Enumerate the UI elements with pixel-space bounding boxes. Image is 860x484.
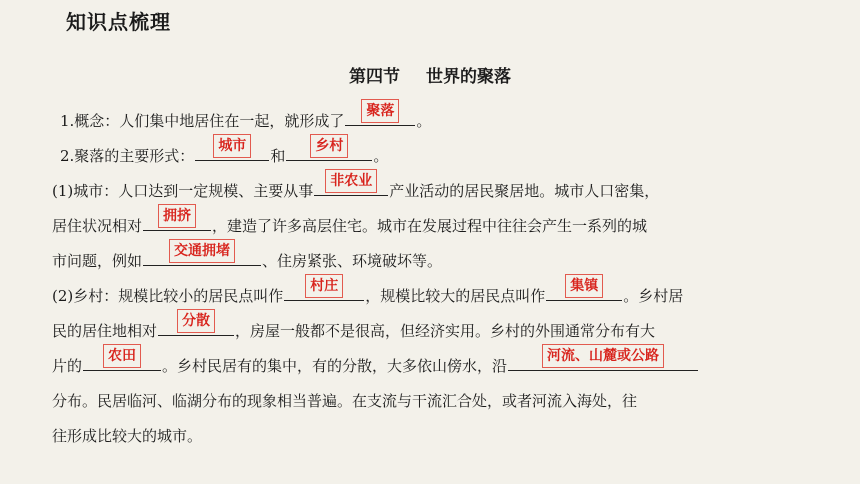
text: (2)乡村：规模比较小的居民点叫作 — [52, 287, 284, 305]
text: 。 — [373, 147, 389, 165]
text: 产业活动的居民聚居地。城市人口密集， — [389, 182, 660, 200]
answer-blank — [314, 174, 388, 196]
village-line-3 — [52, 349, 812, 384]
answer-blank — [143, 209, 211, 231]
text: ，规模比较大的居民点叫作 — [365, 287, 546, 305]
answer-blank — [158, 314, 234, 336]
text: ，建造了许多高层住宅。城市在发展过程中往往会产生一系列的城 — [212, 217, 648, 235]
answer-town: 集镇 — [565, 274, 603, 298]
answer-blank — [143, 244, 261, 266]
answer-blank — [546, 279, 622, 301]
answer-village-hamlet: 村庄 — [305, 274, 343, 298]
section-name: 世界的聚落 — [426, 67, 511, 87]
answer-blank — [83, 349, 161, 371]
text: 、住房紧张、环境破坏等。 — [262, 252, 443, 270]
answer-crowded: 拥挤 — [158, 204, 196, 228]
city-line-2 — [52, 209, 812, 244]
answer-non-agricultural: 非农业 — [325, 169, 377, 193]
text: 1.概念：人们集中地居住在一起，就形成了 — [60, 112, 345, 130]
text: ，房屋一般都不是很高，但经济实用。乡村的外围通常分布有大 — [235, 322, 656, 340]
answer-settlement: 聚落 — [361, 99, 399, 123]
forms-line — [52, 139, 812, 174]
answer-blank — [345, 104, 415, 126]
answer-farmland: 农田 — [103, 344, 141, 368]
text: 居住状况相对 — [52, 217, 143, 235]
page-header: 知识点梳理 — [66, 10, 171, 34]
answer-blank — [508, 349, 698, 371]
answer-scattered: 分散 — [177, 309, 215, 333]
answer-rivers-foothills-roads: 河流、山麓或公路 — [542, 344, 664, 368]
text: 。乡村民居有的集中，有的分散，大多依山傍水，沿 — [162, 357, 508, 375]
village-line-1 — [52, 279, 812, 314]
answer-village: 乡村 — [310, 134, 348, 158]
text: 和 — [270, 147, 286, 165]
concept-line — [52, 104, 812, 139]
section-title — [0, 62, 860, 87]
text: 。 — [416, 112, 432, 130]
answer-city: 城市 — [213, 134, 251, 158]
answer-blank — [195, 139, 269, 161]
answer-blank — [284, 279, 364, 301]
text: 市问题，例如 — [52, 252, 143, 270]
answer-blank — [286, 139, 372, 161]
text: 2.聚落的主要形式： — [60, 147, 195, 165]
text: 片的 — [52, 357, 83, 375]
city-line-3 — [52, 244, 812, 279]
text: 。乡村居 — [623, 287, 684, 305]
village-line-4: 分布。民居临河、临湖分布的现象相当普遍。在支流与干流汇合处，或者河流入海处，往 — [52, 392, 638, 410]
content-body — [52, 104, 812, 454]
village-line-2 — [52, 314, 812, 349]
text: 民的居住地相对 — [52, 322, 158, 340]
answer-traffic-congestion: 交通拥堵 — [169, 239, 235, 263]
text: (1)城市：人口达到一定规模、主要从事 — [52, 182, 314, 200]
section-number: 第四节 — [349, 67, 400, 87]
village-line-5: 往形成比较大的城市。 — [52, 427, 203, 445]
